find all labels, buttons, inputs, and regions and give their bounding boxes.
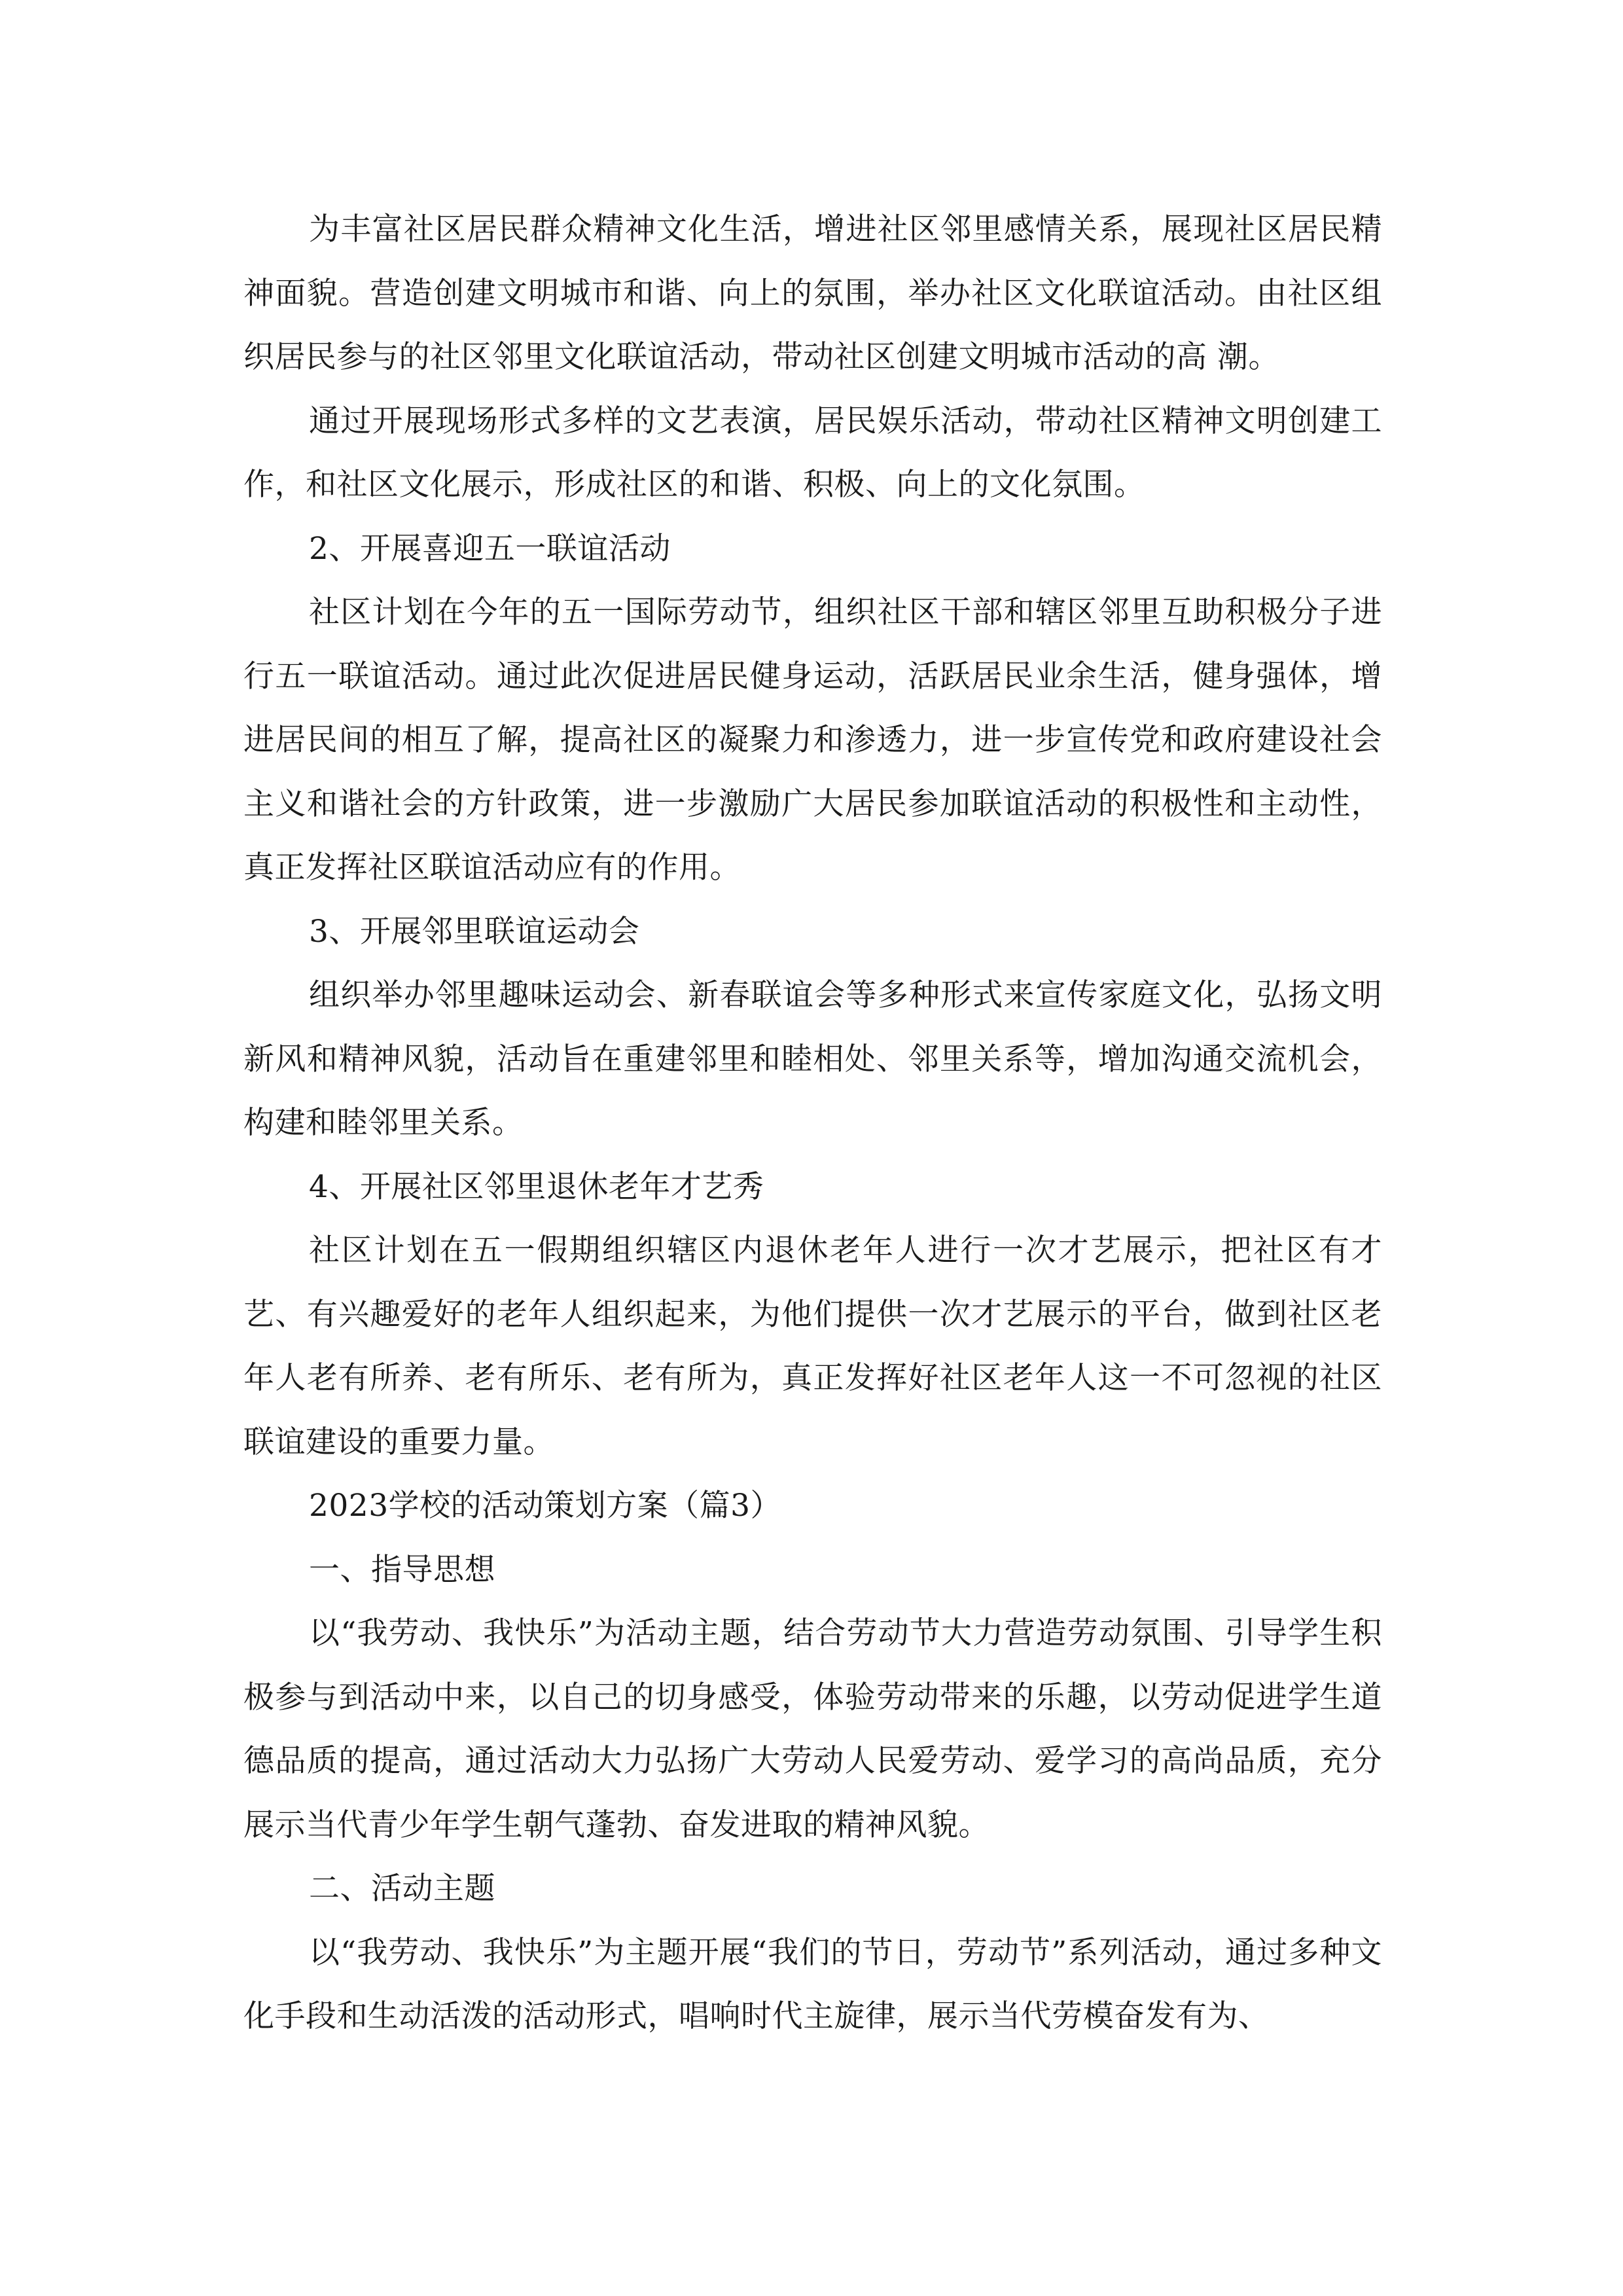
paragraph-may-day-event: 社区计划在今年的五一国际劳动节，组织社区干部和辖区邻里互助积极分子进行五一联谊活动。通过此次促进居民健身运动，活跃居民业余生活，健身强体，增进居民间的相互了解，提高社区的凝聚力和渗透力，进一步宣传党和政府建设社会主义和谐社会的方针政策，进一步激励广大居民参加联谊活动的积极性和主动性，真正发挥社区联谊活动应有的作用。 (243, 594, 1382, 886)
paragraph-senior-talent-show: 社区计划在五一假期组织辖区内退休老年人进行一次才艺展示，把社区有才艺、有兴趣爱好的老年人组织起来，为他们提供一次才艺展示的平台，做到社区老年人老有所养、老有所乐、老有所为，真正发挥好社区老年人这一不可忽视的社区联谊建设的重要力量。 (243, 1232, 1382, 1460)
paragraph-guiding-thought: 以“我劳动、我快乐”为活动主题，结合劳动节大力营造劳动氛围、引导学生积极参与到活动中来，以自己的切身感受，体验劳动带来的乐趣，以劳动促进学生道德品质的提高，通过活动大力弘扬广大劳动人民爱劳动、爱学习的高尚品质，充分展示当代青少年学生朝气蓬勃、奋发进取的精神风貌。 (243, 1615, 1382, 1843)
heading-guiding-thought: 一、指导思想 (309, 1551, 495, 1588)
paragraph-activity-theme: 以“我劳动、我快乐”为主题开展“我们的节日，劳动节”系列活动，通过多种文化手段和生动活泼的活动形式，唱响时代主旋律，展示当代劳模奋发有为、 (243, 1934, 1382, 2034)
document-body (243, 198, 1382, 2049)
heading-senior-talent-show: 4、开展社区邻里退休老年才艺秀 (309, 1168, 764, 1205)
paragraph-intro: 为丰富社区居民群众精神文化生活，增进社区邻里感情关系，展现社区居民精神面貌。营造创建文明城市和谐、向上的氛围，举办社区文化联谊活动。由社区组织居民参与的社区邻里文化联谊活动，带动社区创建文明城市活动的高 潮。 (243, 211, 1382, 375)
heading-sports-meet: 3、开展邻里联谊运动会 (309, 913, 640, 950)
paragraph-performances: 通过开展现场形式多样的文艺表演，居民娱乐活动，带动社区精神文明创建工作，和社区文化展示，形成社区的和谐、积极、向上的文化氛围。 (243, 403, 1382, 503)
heading-section-title: 2023学校的活动策划方案（篇3） (309, 1488, 782, 1524)
heading-activity-theme: 二、活动主题 (309, 1871, 495, 1907)
paragraph-sports-meet: 组织举办邻里趣味运动会、新春联谊会等多种形式来宣传家庭文化，弘扬文明新风和精神风貌，活动旨在重建邻里和睦相处、邻里关系等，增加沟通交流机会，构建和睦邻里关系。 (243, 977, 1382, 1141)
heading-may-day-event: 2、开展喜迎五一联谊活动 (309, 530, 671, 567)
